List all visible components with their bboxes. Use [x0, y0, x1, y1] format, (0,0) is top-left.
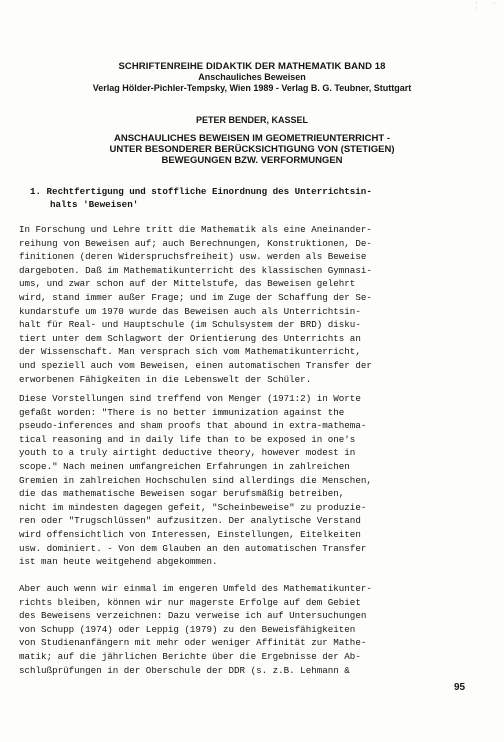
text-line: von Studienanfängern mit mehr oder weniger Affinität zur Mathe- — [19, 637, 367, 649]
text-line: erworbenen Fähigkeiten in die Lebenswelt der Schüler. — [19, 373, 312, 385]
text-line: der Wissenschaft. Man versprach sich vom Mathematikunterricht, — [19, 346, 361, 358]
section-heading-line: 1. Rechtfertigung und stoffliche Einordnung des Unterrichtsin- — [30, 186, 372, 197]
title-line: UNTER BESONDERER BERÜCKSICHTIGUNG VON (STETIGEN) — [109, 144, 395, 155]
title-line: BEWEGUNGEN BZW. VERFORMUNGEN — [161, 155, 343, 166]
text-line: ums, und zwar schon auf der Mittelstufe, das Beweisen gelehrt — [19, 278, 356, 290]
text-line: nicht im mindesten dagegen gefeit, "Scheinbeweise" zu produzie- — [19, 501, 367, 513]
text-line: tiert unter dem Schlagwort der Orientierung des Unterrichts an — [19, 332, 361, 344]
text-line: matik; auf die jährlichen Berichte über die Ergebnisse der Ab- — [19, 650, 361, 662]
page-number: 95 — [454, 682, 466, 693]
text-line: Gremien in zahlreichen Hochschulen sind allerdings die Menschen, — [19, 474, 372, 486]
text-line: kundarstufe um 1970 wurde das Beweisen auch als Unterrichtsin- — [19, 305, 361, 317]
text-line: In Forschung und Lehre tritt die Mathematik als eine Aneinander- — [19, 224, 372, 235]
text-line: Diese Vorstellungen sind treffend von Menger (1971:2) in Worte — [19, 393, 361, 404]
text-line: des Beweisens verzeichnen: Dazu verweise ich auf Untersuchungen — [19, 610, 367, 622]
text-line: finitionen (deren Widerspruchsfreiheit) usw. werden als Beweise — [19, 251, 367, 263]
margin-marks: ' ' ' — [476, 3, 504, 13]
text-line: reihung von Beweisen auf; auch Berechnungen, Konstruktionen, De- — [19, 237, 372, 249]
volume-subtitle: Anschauliches Beweisen — [198, 72, 306, 82]
paragraph-1 — [19, 223, 487, 386]
article-title — [0, 133, 504, 166]
text-line: richts bleiben, können wir nur magerste Erfolge auf dem Gebiet — [19, 596, 361, 608]
text-line: Aber auch wenn wir einmal im engeren Umfeld des Mathematikunter- — [19, 583, 372, 594]
text-line: pseudo-inferences and sham proofs that abound in extra-mathema- — [19, 420, 367, 432]
text-line: ren oder "Trugschlüssen" aufzusitzen. Der analytische Verstand — [19, 515, 361, 527]
text-line: usw. dominiert. - Von dem Glauben an den automatischen Transfer — [19, 542, 367, 554]
text-line: dargeboten. Daß im Mathematikunterricht des klassischen Gymnasi- — [19, 264, 372, 276]
paragraph-3 — [19, 582, 487, 677]
text-line: ist man heute weitgehend abgekommen. — [19, 556, 218, 568]
book-header — [0, 61, 504, 94]
text-line: die das mathematische Beweisen sogar berufsmäßig betreiben, — [19, 488, 345, 500]
text-line: youth to a truly airtight deductive theory, however modest in — [19, 447, 356, 459]
section-heading-line: halts 'Beweisen' — [50, 199, 139, 210]
publisher-line: Verlag Hölder-Pichler-Tempsky, Wien 1989 - Verlag B. G. Teubner, Stuttgart — [92, 83, 412, 93]
section-heading — [30, 185, 480, 211]
text-line: wird, stand immer außer Frage; und im Zuge der Schaffung der Se- — [19, 291, 372, 303]
text-line: tical reasoning and in daily life than to be exposed in one's — [19, 433, 356, 445]
text-line: scope." Nach meinen umfangreichen Erfahrungen in zahlreichen — [19, 460, 350, 472]
text-line: halt für Real- und Hauptschule (im Schulsystem der BRD) disku- — [19, 319, 361, 331]
series-title: SCHRIFTENREIHE DIDAKTIK DER MATHEMATIK BAND 18 — [118, 61, 386, 72]
text-line: gefaßt worden: "There is no better immunization against the — [19, 406, 345, 418]
paragraph-2 — [19, 392, 487, 569]
text-line: von Schupp (1974) oder Leppig (1979) zu den Beweisfähigkeiten — [19, 623, 356, 635]
text-line: schlußprüfungen in der Oberschule der DDR (s. z.B. Lehmann & — [19, 664, 350, 676]
text-line: wird offensichtlich von Interessen, Einstellungen, Eitelkeiten — [19, 528, 361, 540]
title-line: ANSCHAULICHES BEWEISEN IM GEOMETRIEUNTERRICHT - — [113, 133, 391, 144]
text-line: und speziell auch vom Beweisen, einen automatischen Transfer der — [19, 359, 372, 371]
author-line: PETER BENDER, KASSEL — [195, 115, 309, 125]
